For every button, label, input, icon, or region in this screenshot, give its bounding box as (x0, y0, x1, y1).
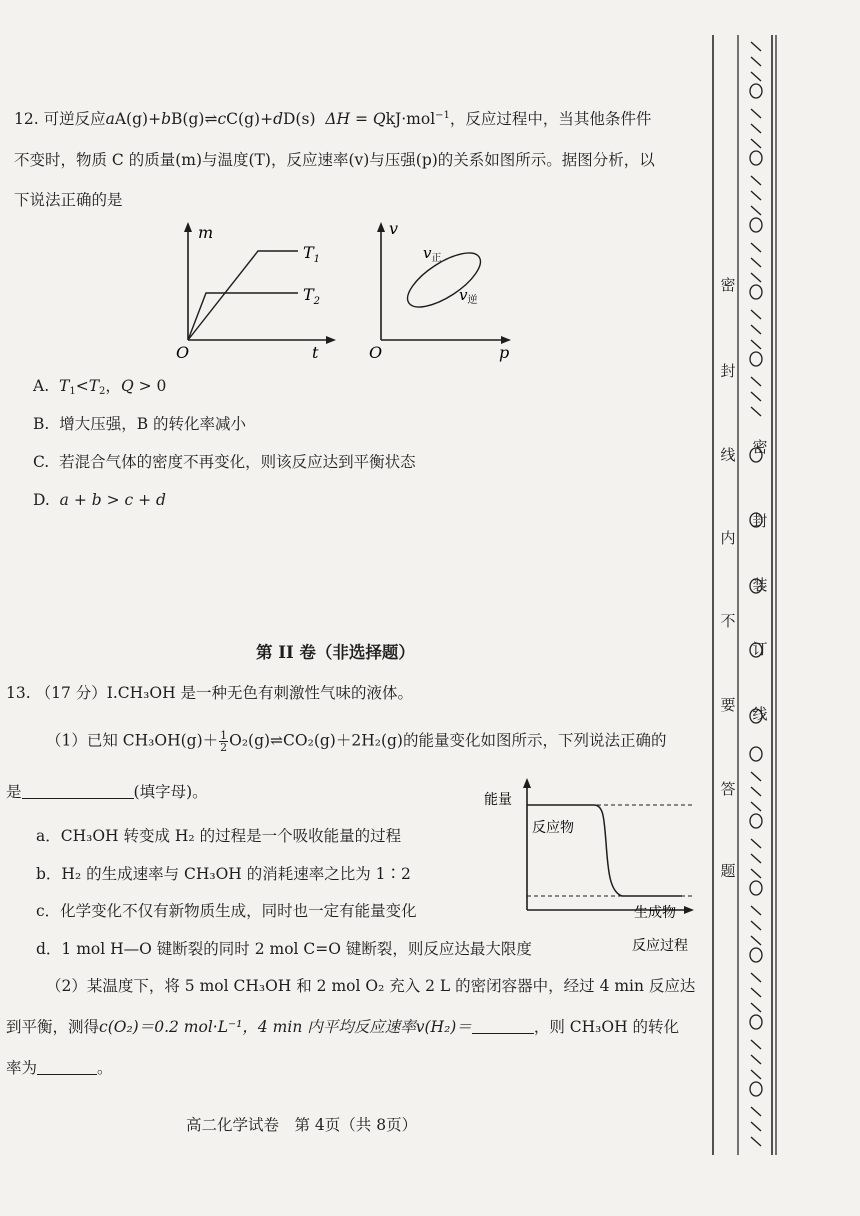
option-c[interactable]: C. 若混合气体的密度不再变化，则该反应达到平衡状态 (33, 453, 416, 471)
product-label: 生成物 (634, 905, 676, 921)
option-d[interactable]: D. a + b > c + d (33, 491, 166, 509)
q12-delta-h: ΔH = Q (325, 110, 386, 128)
seal-char: 题 (720, 862, 736, 880)
strip-circle-mark (750, 151, 762, 165)
g2-origin: O (369, 343, 383, 362)
strip-slash-mark (751, 1070, 761, 1079)
answer-blank-2[interactable] (472, 1017, 534, 1034)
q12-number: 12. (14, 110, 39, 128)
strip-slash-mark (751, 124, 761, 133)
strip-slash-mark (751, 325, 761, 334)
strip-circle-mark (750, 1082, 762, 1096)
strip-slash-mark (751, 258, 761, 267)
q12-line2: 不变时，物质 C 的质量(m)与温度(T)，反应速率(v)与压强(p)的关系如图所示。据图分析，以 (14, 151, 655, 169)
answer-blank-1[interactable] (22, 782, 134, 799)
strip-slash-mark (751, 802, 761, 811)
choice-d[interactable]: d．1 mol H—O 键断裂的同时 2 mol C=O 键断裂，则反应达最大限度 (36, 940, 532, 958)
strip-slash-mark (751, 854, 761, 863)
strip-slash-mark (751, 42, 761, 51)
strip-slash-mark (751, 206, 761, 215)
strip-slash-mark (751, 191, 761, 200)
seal-char-inner: 线 (752, 705, 768, 723)
strip-slash-mark (751, 1107, 761, 1116)
q13-part1-line2: 是 (填字母)。 (6, 783, 208, 801)
energy-y-label: 能量 (484, 792, 512, 808)
option-b[interactable]: B. 增大压强，B 的转化率减小 (33, 415, 247, 433)
seal-char: 内 (720, 529, 736, 547)
strip-slash-mark (751, 1137, 761, 1146)
strip-circle-mark (750, 1015, 762, 1029)
strip-slash-mark (751, 869, 761, 878)
choice-a[interactable]: a．CH₃OH 转变成 H₂ 的过程是一个吸收能量的过程 (36, 827, 402, 845)
g2-label-forward: $v_正$ (423, 244, 442, 264)
q13-points: （17 分） (35, 684, 107, 702)
q13-part1-line1: （1）已知 CH₃OH(g)＋ $\frac{1}{2}$ O₂(g)⇌CO₂(g)＋2H₂(g)的能量变化如图所示，下列说法正确的 (46, 729, 667, 754)
seal-char: 线 (720, 446, 736, 464)
binding-strip (700, 30, 780, 1160)
q13-intro: Ⅰ.CH₃OH 是一种无色有刺激性气味的液体。 (106, 684, 414, 702)
q12-text-start: 可逆反应 (43, 110, 106, 128)
strip-slash-mark (751, 906, 761, 915)
g2-label-reverse: $v_逆$ (459, 286, 478, 306)
q12-line3: 下说法正确的是 (14, 191, 123, 209)
strip-circle-mark (750, 814, 762, 828)
q13-part2-line2: 到平衡，测得c(O₂)＝0.2 mol·L⁻¹，4 min 内平均反应速率v(H₂)＝ ，则 CH₃OH 的转化 (6, 1018, 680, 1036)
energy-x-label: 反应过程 (632, 938, 688, 954)
q12-line1: 12. 可逆反应aA(g)+bB(g)⇌cC(g)+dD(s) ΔH = QkJ·mol$^{-1}$，反应过程中，当其他条件件 (14, 110, 652, 128)
g2-x-label: p (499, 343, 510, 362)
strip-slash-mark (751, 310, 761, 319)
strip-circle-mark (750, 352, 762, 366)
strip-slash-mark (751, 772, 761, 781)
g1-label-t2: $T_2$ (303, 285, 321, 307)
strip-cut-marks (750, 42, 762, 1146)
energy-curve (527, 805, 682, 896)
strip-slash-mark (751, 340, 761, 349)
rate-pressure-graph (363, 218, 523, 363)
mass-time-graph (170, 218, 350, 363)
q13-line1 (6, 683, 413, 703)
option-a[interactable]: A. $T_1<T_2$，Q > 0 (33, 377, 167, 397)
seal-char: 封 (720, 362, 736, 380)
strip-slash-mark (751, 407, 761, 416)
strip-slash-mark (751, 109, 761, 118)
strip-circle-mark (750, 747, 762, 761)
q13-number: 13. (6, 684, 31, 702)
strip-slash-mark (751, 787, 761, 796)
strip-circle-mark (750, 285, 762, 299)
strip-circle-mark (750, 948, 762, 962)
y-axis-arrow-icon (184, 222, 192, 232)
q13-part2-line1: （2）某温度下，将 5 mol CH₃OH 和 2 mol O₂ 充入 2 L 的密闭容器中，经过 4 min 反应达 (46, 977, 696, 995)
curve-t2 (188, 293, 298, 340)
strip-slash-mark (751, 1122, 761, 1131)
strip-slash-mark (751, 973, 761, 982)
strip-slash-mark (751, 176, 761, 185)
seal-char-inner: 密 (752, 438, 768, 456)
page-footer: 高二化学试卷 第 4页（共 8页） (186, 1116, 418, 1134)
strip-slash-mark (751, 57, 761, 66)
seal-char: 密 (720, 276, 736, 294)
reactant-label: 反应物 (532, 820, 574, 836)
x-axis-arrow-icon (326, 336, 336, 344)
seal-char-inner: 封 (752, 512, 768, 530)
x-axis-arrow-icon (684, 906, 694, 914)
strip-slash-mark (751, 392, 761, 401)
g1-label-t1: $T_1$ (303, 243, 321, 265)
strip-slash-mark (751, 72, 761, 81)
strip-circle-mark (750, 881, 762, 895)
strip-slash-mark (751, 377, 761, 386)
strip-slash-mark (751, 243, 761, 252)
section-title: 第 II 卷（非选择题） (256, 643, 415, 662)
q12-text-after: ，反应过程中，当其他条件件 (449, 110, 652, 128)
strip-slash-mark (751, 936, 761, 945)
answer-blank-3[interactable] (37, 1058, 97, 1075)
seal-char: 答 (720, 780, 736, 798)
reversible-arrow-icon: ⇌ (204, 110, 218, 128)
seal-char: 要 (720, 696, 736, 714)
choice-c[interactable]: c．化学变化不仅有新物质生成，同时也一定有能量变化 (36, 902, 417, 920)
q13-part2-line3: 率为 。 (6, 1059, 113, 1077)
y-axis-arrow-icon (377, 222, 385, 232)
strip-slash-mark (751, 273, 761, 282)
g2-y-label: v (389, 219, 399, 238)
strip-circle-mark (750, 84, 762, 98)
half-fraction: $\frac{1}{2}$ (220, 729, 228, 754)
choice-b[interactable]: b．H₂ 的生成速率与 CH₃OH 的消耗速率之比为 1∶2 (36, 865, 411, 883)
strip-slash-mark (751, 1003, 761, 1012)
strip-slash-mark (751, 139, 761, 148)
energy-diagram (482, 772, 707, 957)
strip-slash-mark (751, 839, 761, 848)
strip-slash-mark (751, 1055, 761, 1064)
y-axis-arrow-icon (523, 778, 531, 788)
strip-slash-mark (751, 921, 761, 930)
g1-origin: O (176, 343, 190, 362)
strip-slash-mark (751, 988, 761, 997)
seal-char-inner: 装 (752, 576, 768, 594)
g1-x-label: t (312, 343, 319, 362)
seal-char: 不 (720, 612, 736, 630)
strip-slash-mark (751, 1040, 761, 1049)
strip-circle-mark (750, 218, 762, 232)
seal-char-inner: 订 (752, 640, 768, 658)
g1-y-label: m (198, 223, 214, 242)
